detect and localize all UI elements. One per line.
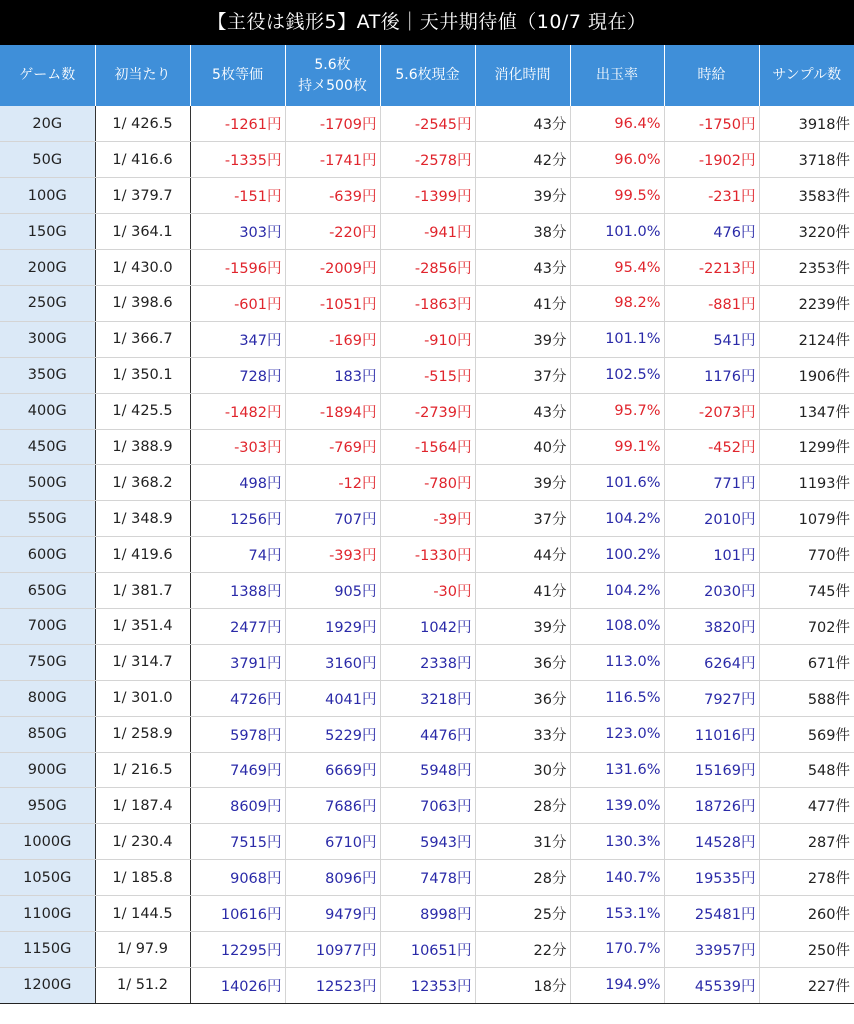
medal56-cell: 905円	[285, 573, 380, 609]
medal56-cell: -1709円	[285, 106, 380, 142]
samples-cell: 1193件	[759, 465, 854, 501]
payout-cell: 101.1%	[570, 321, 664, 357]
table-row	[0, 357, 854, 393]
hourly-cell: 25481円	[664, 896, 759, 932]
first-hit-cell: 1/ 51.2	[95, 967, 190, 1003]
payout-cell: 140.7%	[570, 860, 664, 896]
samples-cell: 2124件	[759, 321, 854, 357]
game-count-cell: 400G	[0, 393, 95, 429]
medal56-cell: 7686円	[285, 788, 380, 824]
payout-cell: 99.1%	[570, 429, 664, 465]
samples-cell: 260件	[759, 896, 854, 932]
game-count-cell: 150G	[0, 214, 95, 250]
header-first-hit: 初当たり	[95, 45, 190, 106]
payout-cell: 101.6%	[570, 465, 664, 501]
hourly-cell: 18726円	[664, 788, 759, 824]
samples-cell: 3583件	[759, 178, 854, 214]
time-cell: 37分	[475, 357, 570, 393]
eq5-cell: 7469円	[190, 752, 285, 788]
table-row	[0, 321, 854, 357]
first-hit-cell: 1/ 388.9	[95, 429, 190, 465]
medal56-cell: 4041円	[285, 680, 380, 716]
header-game-count: ゲーム数	[0, 45, 95, 106]
first-hit-cell: 1/ 187.4	[95, 788, 190, 824]
first-hit-cell: 1/ 398.6	[95, 285, 190, 321]
first-hit-cell: 1/ 430.0	[95, 250, 190, 286]
samples-cell: 3220件	[759, 214, 854, 250]
game-count-cell: 950G	[0, 788, 95, 824]
header-hourly: 時給	[664, 45, 759, 106]
header-time: 消化時間	[475, 45, 570, 106]
first-hit-cell: 1/ 144.5	[95, 896, 190, 932]
time-cell: 36分	[475, 680, 570, 716]
table-row	[0, 250, 854, 286]
cash56-cell: 7478円	[380, 860, 475, 896]
medal56-cell: 9479円	[285, 896, 380, 932]
eq5-cell: 1256円	[190, 501, 285, 537]
samples-cell: 2239件	[759, 285, 854, 321]
hourly-cell: -881円	[664, 285, 759, 321]
game-count-cell: 800G	[0, 680, 95, 716]
hourly-cell: 45539円	[664, 967, 759, 1003]
expected-value-table	[0, 45, 854, 1004]
eq5-cell: 9068円	[190, 860, 285, 896]
payout-cell: 170.7%	[570, 931, 664, 967]
time-cell: 41分	[475, 285, 570, 321]
first-hit-cell: 1/ 425.5	[95, 393, 190, 429]
time-cell: 41分	[475, 573, 570, 609]
medal56-cell: -1051円	[285, 285, 380, 321]
time-cell: 43分	[475, 393, 570, 429]
game-count-cell: 350G	[0, 357, 95, 393]
table-row	[0, 824, 854, 860]
header-medal56	[285, 45, 380, 106]
first-hit-cell: 1/ 216.5	[95, 752, 190, 788]
payout-cell: 96.4%	[570, 106, 664, 142]
hourly-cell: 33957円	[664, 931, 759, 967]
game-count-cell: 600G	[0, 537, 95, 573]
time-cell: 28分	[475, 860, 570, 896]
medal56-cell: -1741円	[285, 142, 380, 178]
eq5-cell: -601円	[190, 285, 285, 321]
table-row	[0, 106, 854, 142]
payout-cell: 104.2%	[570, 573, 664, 609]
samples-cell: 2353件	[759, 250, 854, 286]
payout-cell: 95.4%	[570, 250, 664, 286]
eq5-cell: 12295円	[190, 931, 285, 967]
medal56-cell: -393円	[285, 537, 380, 573]
time-cell: 25分	[475, 896, 570, 932]
eq5-cell: 1388円	[190, 573, 285, 609]
first-hit-cell: 1/ 350.1	[95, 357, 190, 393]
cash56-cell: -1399円	[380, 178, 475, 214]
game-count-cell: 200G	[0, 250, 95, 286]
time-cell: 43分	[475, 106, 570, 142]
cash56-cell: 10651円	[380, 931, 475, 967]
header-eq5: 5枚等価	[190, 45, 285, 106]
time-cell: 42分	[475, 142, 570, 178]
game-count-cell: 250G	[0, 285, 95, 321]
game-count-cell: 20G	[0, 106, 95, 142]
game-count-cell: 1000G	[0, 824, 95, 860]
first-hit-cell: 1/ 348.9	[95, 501, 190, 537]
game-count-cell: 100G	[0, 178, 95, 214]
hourly-cell: -1750円	[664, 106, 759, 142]
time-cell: 22分	[475, 931, 570, 967]
payout-cell: 123.0%	[570, 716, 664, 752]
table-row	[0, 680, 854, 716]
game-count-cell: 550G	[0, 501, 95, 537]
cash56-cell: -30円	[380, 573, 475, 609]
payout-cell: 100.2%	[570, 537, 664, 573]
hourly-cell: 3820円	[664, 608, 759, 644]
samples-cell: 278件	[759, 860, 854, 896]
game-count-cell: 450G	[0, 429, 95, 465]
header-cash56: 5.6枚現金	[380, 45, 475, 106]
time-cell: 39分	[475, 465, 570, 501]
eq5-cell: -151円	[190, 178, 285, 214]
eq5-cell: -1261円	[190, 106, 285, 142]
payout-cell: 130.3%	[570, 824, 664, 860]
table-row	[0, 644, 854, 680]
time-cell: 33分	[475, 716, 570, 752]
eq5-cell: 4726円	[190, 680, 285, 716]
samples-cell: 770件	[759, 537, 854, 573]
eq5-cell: -1596円	[190, 250, 285, 286]
cash56-cell: -39円	[380, 501, 475, 537]
cash56-cell: -1330円	[380, 537, 475, 573]
hourly-cell: 2010円	[664, 501, 759, 537]
first-hit-cell: 1/ 364.1	[95, 214, 190, 250]
first-hit-cell: 1/ 416.6	[95, 142, 190, 178]
samples-cell: 1906件	[759, 357, 854, 393]
time-cell: 43分	[475, 250, 570, 286]
first-hit-cell: 1/ 258.9	[95, 716, 190, 752]
payout-cell: 108.0%	[570, 608, 664, 644]
samples-cell: 287件	[759, 824, 854, 860]
payout-cell: 116.5%	[570, 680, 664, 716]
payout-cell: 153.1%	[570, 896, 664, 932]
payout-cell: 98.2%	[570, 285, 664, 321]
game-count-cell: 900G	[0, 752, 95, 788]
table-row	[0, 429, 854, 465]
table-row	[0, 860, 854, 896]
hourly-cell: 2030円	[664, 573, 759, 609]
medal56-cell: 707円	[285, 501, 380, 537]
cash56-cell: 3218円	[380, 680, 475, 716]
payout-cell: 99.5%	[570, 178, 664, 214]
first-hit-cell: 1/ 314.7	[95, 644, 190, 680]
samples-cell: 1079件	[759, 501, 854, 537]
game-count-cell: 500G	[0, 465, 95, 501]
hourly-cell: -231円	[664, 178, 759, 214]
samples-cell: 1347件	[759, 393, 854, 429]
cash56-cell: 5948円	[380, 752, 475, 788]
payout-cell: 102.5%	[570, 357, 664, 393]
table-row	[0, 608, 854, 644]
time-cell: 37分	[475, 501, 570, 537]
game-count-cell: 750G	[0, 644, 95, 680]
medal56-cell: 183円	[285, 357, 380, 393]
time-cell: 28分	[475, 788, 570, 824]
game-count-cell: 1200G	[0, 967, 95, 1003]
medal56-cell: 5229円	[285, 716, 380, 752]
payout-cell: 101.0%	[570, 214, 664, 250]
samples-cell: 588件	[759, 680, 854, 716]
game-count-cell: 1150G	[0, 931, 95, 967]
first-hit-cell: 1/ 185.8	[95, 860, 190, 896]
payout-cell: 104.2%	[570, 501, 664, 537]
cash56-cell: -2545円	[380, 106, 475, 142]
cash56-cell: -780円	[380, 465, 475, 501]
cash56-cell: 4476円	[380, 716, 475, 752]
cash56-cell: -941円	[380, 214, 475, 250]
hourly-cell: 6264円	[664, 644, 759, 680]
hourly-cell: 101円	[664, 537, 759, 573]
medal56-cell: -769円	[285, 429, 380, 465]
medal56-cell: -639円	[285, 178, 380, 214]
eq5-cell: 2477円	[190, 608, 285, 644]
cash56-cell: -1863円	[380, 285, 475, 321]
cash56-cell: -1564円	[380, 429, 475, 465]
first-hit-cell: 1/ 230.4	[95, 824, 190, 860]
medal56-cell: 6669円	[285, 752, 380, 788]
payout-cell: 139.0%	[570, 788, 664, 824]
eq5-cell: 303円	[190, 214, 285, 250]
medal56-cell: 1929円	[285, 608, 380, 644]
hourly-cell: 19535円	[664, 860, 759, 896]
cash56-cell: -2739円	[380, 393, 475, 429]
game-count-cell: 700G	[0, 608, 95, 644]
eq5-cell: 14026円	[190, 967, 285, 1003]
game-count-cell: 650G	[0, 573, 95, 609]
cash56-cell: -2578円	[380, 142, 475, 178]
cash56-cell: 2338円	[380, 644, 475, 680]
header-medal56-line1: 5.6枚	[314, 56, 351, 73]
table-header-row	[0, 45, 854, 106]
time-cell: 40分	[475, 429, 570, 465]
time-cell: 18分	[475, 967, 570, 1003]
cash56-cell: -910円	[380, 321, 475, 357]
hourly-cell: 15169円	[664, 752, 759, 788]
samples-cell: 745件	[759, 573, 854, 609]
hourly-cell: 11016円	[664, 716, 759, 752]
samples-cell: 671件	[759, 644, 854, 680]
eq5-cell: 8609円	[190, 788, 285, 824]
game-count-cell: 300G	[0, 321, 95, 357]
eq5-cell: 5978円	[190, 716, 285, 752]
payout-cell: 95.7%	[570, 393, 664, 429]
table-row	[0, 178, 854, 214]
hourly-cell: -2073円	[664, 393, 759, 429]
table-row	[0, 285, 854, 321]
eq5-cell: 498円	[190, 465, 285, 501]
hourly-cell: -1902円	[664, 142, 759, 178]
table-row	[0, 537, 854, 573]
cash56-cell: 1042円	[380, 608, 475, 644]
payout-cell: 194.9%	[570, 967, 664, 1003]
payout-cell: 96.0%	[570, 142, 664, 178]
medal56-cell: -12円	[285, 465, 380, 501]
table-row	[0, 214, 854, 250]
time-cell: 39分	[475, 321, 570, 357]
game-count-cell: 50G	[0, 142, 95, 178]
samples-cell: 548件	[759, 752, 854, 788]
eq5-cell: 7515円	[190, 824, 285, 860]
first-hit-cell: 1/ 97.9	[95, 931, 190, 967]
first-hit-cell: 1/ 381.7	[95, 573, 190, 609]
medal56-cell: 12523円	[285, 967, 380, 1003]
time-cell: 36分	[475, 644, 570, 680]
medal56-cell: -2009円	[285, 250, 380, 286]
hourly-cell: 14528円	[664, 824, 759, 860]
eq5-cell: 347円	[190, 321, 285, 357]
header-payout: 出玉率	[570, 45, 664, 106]
eq5-cell: -1335円	[190, 142, 285, 178]
time-cell: 44分	[475, 537, 570, 573]
game-count-cell: 1050G	[0, 860, 95, 896]
hourly-cell: -2213円	[664, 250, 759, 286]
medal56-cell: 10977円	[285, 931, 380, 967]
medal56-cell: -220円	[285, 214, 380, 250]
medal56-cell: 8096円	[285, 860, 380, 896]
samples-cell: 250件	[759, 931, 854, 967]
table-row	[0, 393, 854, 429]
time-cell: 31分	[475, 824, 570, 860]
samples-cell: 702件	[759, 608, 854, 644]
eq5-cell: 10616円	[190, 896, 285, 932]
table-body	[0, 106, 854, 1003]
time-cell: 39分	[475, 178, 570, 214]
header-medal56-line2: 持メ500枚	[298, 77, 367, 94]
first-hit-cell: 1/ 351.4	[95, 608, 190, 644]
time-cell: 38分	[475, 214, 570, 250]
samples-cell: 1299件	[759, 429, 854, 465]
hourly-cell: 7927円	[664, 680, 759, 716]
table-row	[0, 465, 854, 501]
first-hit-cell: 1/ 379.7	[95, 178, 190, 214]
table-row	[0, 967, 854, 1003]
game-count-cell: 850G	[0, 716, 95, 752]
hourly-cell: 771円	[664, 465, 759, 501]
medal56-cell: -169円	[285, 321, 380, 357]
eq5-cell: 74円	[190, 537, 285, 573]
medal56-cell: 3160円	[285, 644, 380, 680]
time-cell: 39分	[475, 608, 570, 644]
table-row	[0, 896, 854, 932]
game-count-cell: 1100G	[0, 896, 95, 932]
eq5-cell: 728円	[190, 357, 285, 393]
hourly-cell: 541円	[664, 321, 759, 357]
first-hit-cell: 1/ 368.2	[95, 465, 190, 501]
first-hit-cell: 1/ 366.7	[95, 321, 190, 357]
cash56-cell: 8998円	[380, 896, 475, 932]
table-row	[0, 573, 854, 609]
samples-cell: 477件	[759, 788, 854, 824]
samples-cell: 3918件	[759, 106, 854, 142]
payout-cell: 131.6%	[570, 752, 664, 788]
samples-cell: 569件	[759, 716, 854, 752]
payout-cell: 113.0%	[570, 644, 664, 680]
samples-cell: 227件	[759, 967, 854, 1003]
table-row	[0, 788, 854, 824]
cash56-cell: -515円	[380, 357, 475, 393]
eq5-cell: 3791円	[190, 644, 285, 680]
samples-cell: 3718件	[759, 142, 854, 178]
eq5-cell: -1482円	[190, 393, 285, 429]
first-hit-cell: 1/ 426.5	[95, 106, 190, 142]
first-hit-cell: 1/ 419.6	[95, 537, 190, 573]
table-row	[0, 501, 854, 537]
hourly-cell: 476円	[664, 214, 759, 250]
first-hit-cell: 1/ 301.0	[95, 680, 190, 716]
table-row	[0, 931, 854, 967]
medal56-cell: -1894円	[285, 393, 380, 429]
cash56-cell: 7063円	[380, 788, 475, 824]
cash56-cell: 5943円	[380, 824, 475, 860]
hourly-cell: 1176円	[664, 357, 759, 393]
cash56-cell: 12353円	[380, 967, 475, 1003]
table-row	[0, 752, 854, 788]
cash56-cell: -2856円	[380, 250, 475, 286]
table-row	[0, 716, 854, 752]
medal56-cell: 6710円	[285, 824, 380, 860]
page-title: 【主役は銭形5】AT後｜天井期待値（10/7 現在）	[0, 0, 854, 45]
table-row	[0, 142, 854, 178]
header-samples: サンプル数	[759, 45, 854, 106]
hourly-cell: -452円	[664, 429, 759, 465]
time-cell: 30分	[475, 752, 570, 788]
eq5-cell: -303円	[190, 429, 285, 465]
